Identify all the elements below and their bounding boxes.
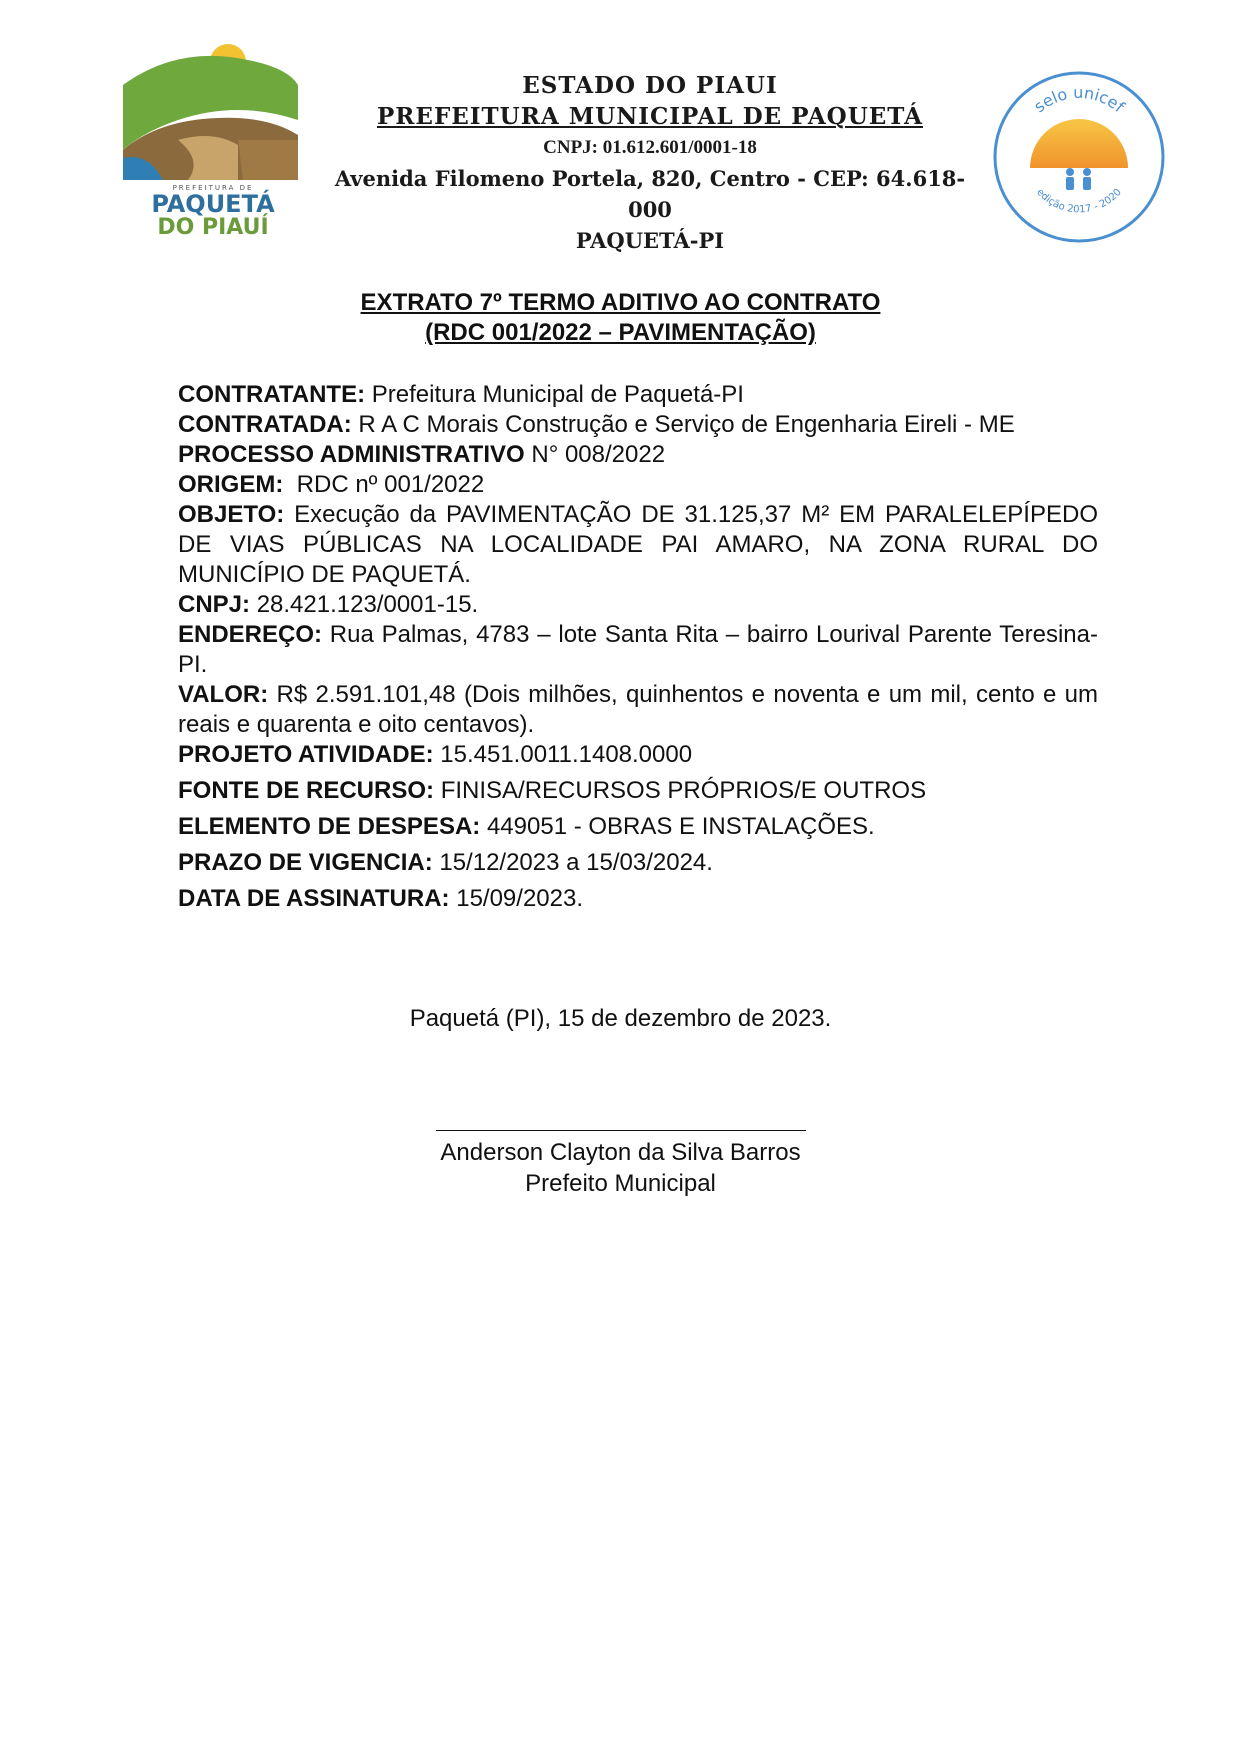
header-text-block <box>330 70 970 256</box>
municipality-logo <box>118 40 308 240</box>
svg-text:edição 2017 - 2020: edição 2017 - 2020 <box>1034 186 1124 216</box>
field-value: Rua Palmas, 4783 – lote Santa Rita – bairro Lourival Parente Teresina-PI. <box>178 621 1098 678</box>
field-value: R$ 2.591.101,48 (Dois milhões, quinhentos e noventa e um mil, cento e um reais e quarenta e oito centavos). <box>178 681 1099 738</box>
svg-text:selo unicef: selo unicef <box>1030 82 1129 117</box>
header-address: Avenida Filomeno Portela, 820, Centro - CEP: 64.618-000 <box>334 166 966 222</box>
field-label: ORIGEM: <box>178 471 284 498</box>
prefeitura-name: PREFEITURA MUNICIPAL DE PAQUETÁ <box>377 103 923 130</box>
title-line-2: (RDC 001/2022 – PAVIMENTAÇÃO) <box>425 319 816 346</box>
field-cnpj <box>178 590 1098 620</box>
field-origem <box>178 470 1098 500</box>
field-label: CONTRATADA: <box>178 411 352 438</box>
field-label: PROJETO ATIVIDADE: <box>178 741 434 768</box>
field-label: VALOR: <box>178 681 269 708</box>
signatory-name: Anderson Clayton da Silva Barros <box>440 1139 801 1166</box>
field-value: Prefeitura Municipal de Paquetá-PI <box>371 381 744 408</box>
field-value: 449051 - OBRAS E INSTALAÇÕES. <box>486 813 875 840</box>
title-line-1: EXTRATO 7º TERMO ADITIVO AO CONTRATO <box>360 289 881 316</box>
field-value: R A C Morais Construção e Serviço de Engenharia Eireli - ME <box>358 411 1015 438</box>
field-label: FONTE DE RECURSO: <box>178 777 435 804</box>
field-contratada <box>178 410 1098 440</box>
field-valor <box>178 680 1098 740</box>
field-label: ENDEREÇO: <box>178 621 323 648</box>
field-objeto <box>178 500 1098 590</box>
header-cnpj: CNPJ: 01.612.601/0001-18 <box>543 137 757 158</box>
field-label: OBJETO: <box>178 501 285 528</box>
field-value: 15.451.0011.1408.0000 <box>440 741 693 768</box>
field-projeto-atividade <box>178 740 1098 770</box>
field-elemento-despesa <box>178 812 1098 842</box>
signature-block <box>0 1130 1241 1199</box>
field-contratante <box>178 380 1098 410</box>
logo-wordmark <box>151 184 275 240</box>
field-value: FINISA/RECURSOS PRÓPRIOS/E OUTROS <box>440 777 927 804</box>
contract-details <box>178 380 1098 914</box>
field-processo <box>178 440 1098 470</box>
unicef-seal-logo <box>990 68 1168 246</box>
field-label: PROCESSO ADMINISTRATIVO <box>178 441 525 468</box>
svg-text:DO PIAUÍ: DO PIAUÍ <box>157 215 269 240</box>
signatory-role: Prefeito Municipal <box>525 1170 716 1197</box>
header-city: PAQUETÁ-PI <box>575 228 725 253</box>
field-value: RDC nº 001/2022 <box>296 471 485 498</box>
document-title <box>0 288 1241 348</box>
field-label: ELEMENTO DE DESPESA: <box>178 813 481 840</box>
field-label: PRAZO DE VIGENCIA: <box>178 849 433 876</box>
field-value: 28.421.123/0001-15. <box>256 591 479 618</box>
field-label: CNPJ: <box>178 591 251 618</box>
field-endereco <box>178 620 1098 680</box>
place-and-date: Paquetá (PI), 15 de dezembro de 2023. <box>409 1005 832 1032</box>
signature-line <box>436 1130 806 1131</box>
field-fonte-recurso <box>178 776 1098 806</box>
field-prazo-vigencia <box>178 848 1098 878</box>
field-value: 15/09/2023. <box>456 885 584 912</box>
field-value: N° 008/2022 <box>531 441 666 468</box>
field-value: 15/12/2023 a 15/03/2024. <box>439 849 713 876</box>
svg-text:PAQUETÁ: PAQUETÁ <box>151 190 275 218</box>
field-data-assinatura <box>178 884 1098 914</box>
svg-text:PREFEITURA DE: PREFEITURA DE <box>172 184 254 192</box>
field-label: CONTRATANTE: <box>178 381 366 408</box>
field-value: Execução da PAVIMENTAÇÃO DE 31.125,37 M² EM PARALELEPÍPEDO DE VIAS PÚBLICAS NA LOCALIDADE PAI AMARO, NA ZONA RURAL DO MUNICÍPIO DE PAQUETÁ. <box>178 501 1098 588</box>
state-name: ESTADO DO PIAUI <box>522 72 778 99</box>
field-label: DATA DE ASSINATURA: <box>178 885 450 912</box>
document-header <box>0 0 1241 253</box>
